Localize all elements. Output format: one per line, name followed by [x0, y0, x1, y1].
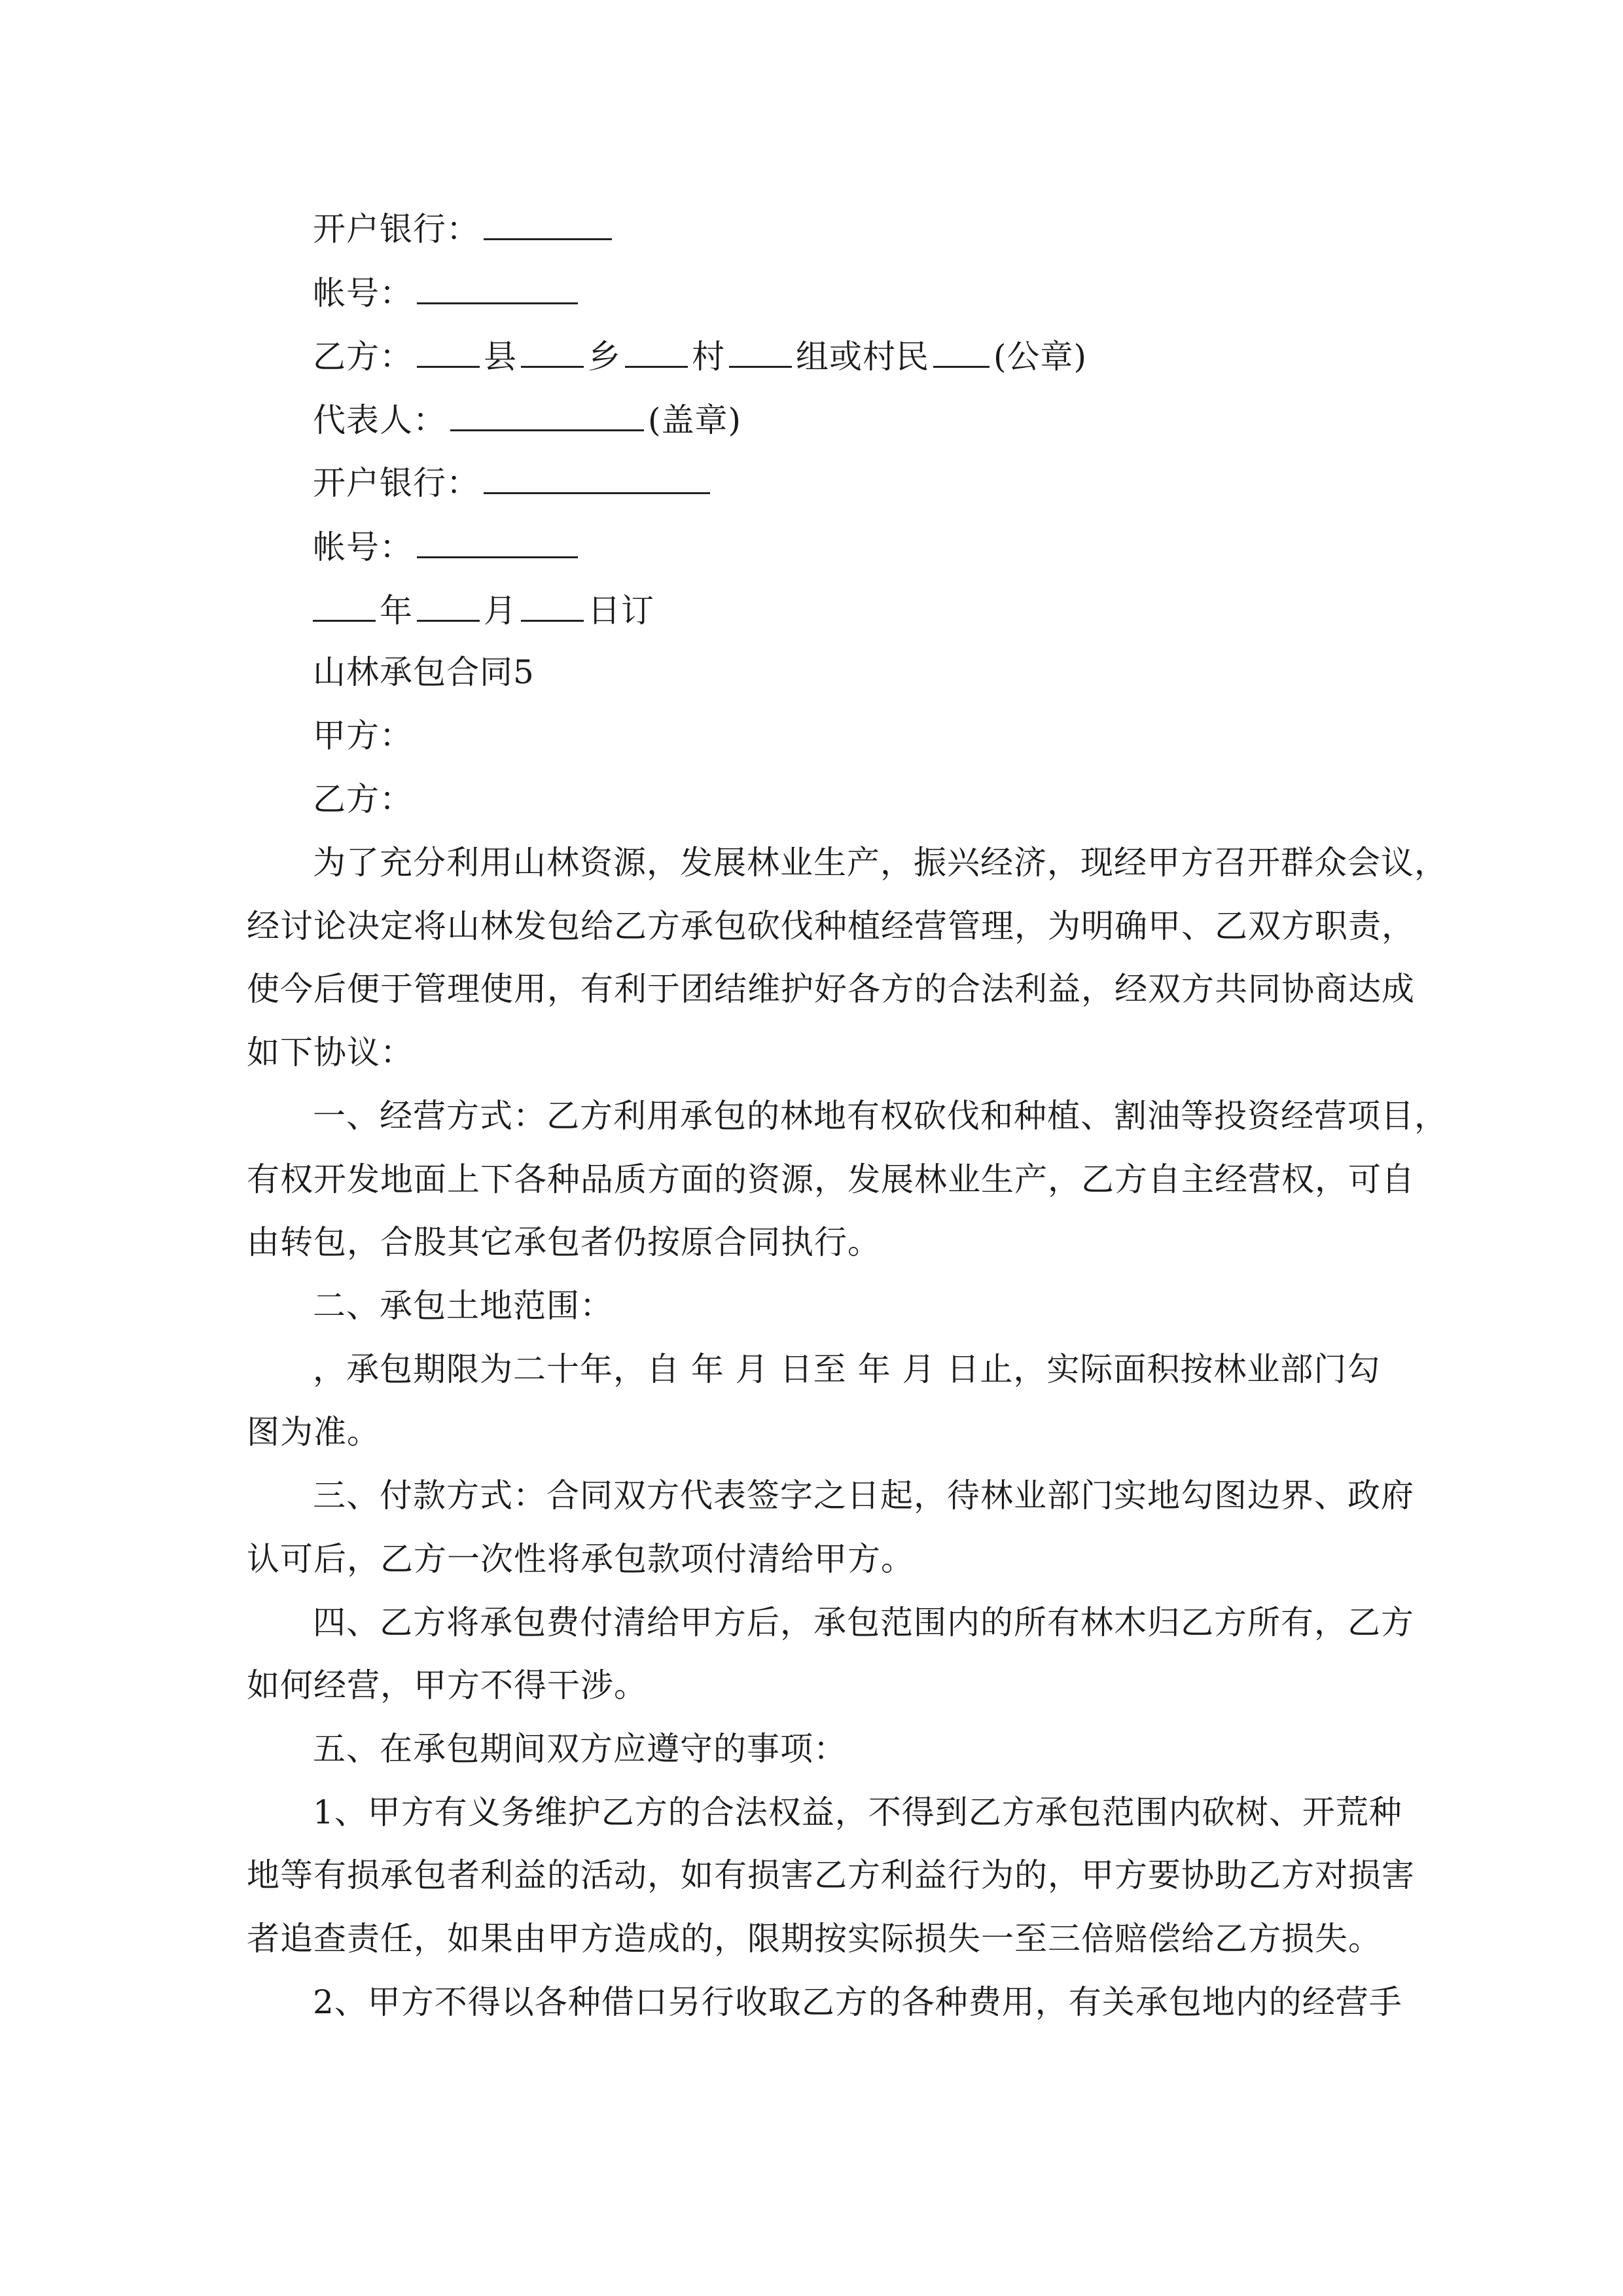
county-blank[interactable] [417, 336, 480, 368]
bank-label: 开户银行： [313, 210, 480, 248]
township-label: 乡 [588, 338, 621, 376]
account-label: 帐号： [313, 274, 413, 312]
clause-2-term-line-1: ，承包期限为二十年，自 年 月 日至 年 月 日止，实际面积按林业部门勾 [313, 1350, 1381, 1388]
contract-title: 山林承包合同5 [313, 653, 535, 691]
representative-blank[interactable] [450, 399, 644, 431]
official-seal-label: (公章) [993, 338, 1088, 376]
clause-1-line-1: 一、经营方式：乙方利用承包的林地有权砍伐和种植、割油等投资经营项目， [313, 1097, 1448, 1135]
intro-line-3: 使今后便于管理使用，有利于团结维护好各方的合法利益，经双方共同协商达成 [247, 970, 1415, 1008]
clause-4-line-2: 如何经营，甲方不得干涉。 [247, 1666, 647, 1704]
item-1-line-2: 地等有损承包者利益的活动，如有损害乙方利益行为的，甲方要协助乙方对损害 [247, 1856, 1415, 1894]
year-blank[interactable] [313, 590, 376, 622]
intro-line-1: 为了充分利用山林资源，发展林业生产，振兴经济，现经甲方召开群众会议， [313, 844, 1448, 882]
item-1-line-3: 者追查责任，如果由甲方造成的，限期按实际损失一至三倍赔偿给乙方损失。 [247, 1920, 1382, 1958]
month-label: 月 [484, 592, 517, 630]
date-line [313, 590, 654, 629]
bank-line-b [313, 462, 714, 501]
account-blank[interactable] [417, 526, 578, 558]
representative-line [313, 399, 741, 439]
group-or-villager-label: 组或村民 [796, 338, 929, 376]
villager-blank[interactable] [933, 336, 990, 368]
account-blank[interactable] [417, 272, 578, 304]
bank-blank[interactable] [484, 208, 612, 240]
account-line-b [313, 526, 582, 565]
clause-1-line-3: 由转包，合股其它承包者仍按原合同执行。 [247, 1223, 881, 1261]
clause-1-line-2: 有权开发地面上下各种品质方面的资源，发展林业生产，乙方自主经营权，可自 [247, 1160, 1415, 1198]
bank-label: 开户银行： [313, 464, 480, 502]
party-a-line: 甲方： [313, 717, 413, 755]
stamp-label: (盖章) [648, 401, 742, 439]
bank-blank[interactable] [484, 462, 710, 494]
clause-5-line-1: 五、在承包期间双方应遵守的事项： [313, 1730, 847, 1768]
intro-line-2: 经讨论决定将山林发包给乙方承包砍伐种植经营管理，为明确甲、乙双方职责， [247, 907, 1415, 945]
clause-4-line-1: 四、乙方将承包费付清给甲方后，承包范围内的所有林木归乙方所有，乙方 [313, 1604, 1414, 1641]
party-b-line: 乙方： [313, 780, 413, 818]
party-b-label: 乙方： [313, 338, 413, 376]
clause-3-line-1: 三、付款方式：合同双方代表签字之日起，待林业部门实地勾图边界、政府 [313, 1477, 1414, 1515]
party-b-address-line [313, 336, 1087, 375]
clause-2-line-1: 二、承包土地范围： [313, 1287, 613, 1325]
item-1-line-1: 1、甲方有义务维护乙方的合法权益，不得到乙方承包范围内砍树、开荒种 [313, 1793, 1402, 1831]
county-label: 县 [484, 338, 517, 376]
account-line-a [313, 272, 582, 312]
village-label: 村 [692, 338, 725, 376]
day-label: 日订 [588, 592, 654, 630]
representative-label: 代表人： [313, 401, 446, 439]
clause-3-line-2: 认可后，乙方一次性将承包款项付清给甲方。 [247, 1540, 914, 1578]
bank-line-a [313, 208, 616, 247]
group-blank[interactable] [729, 336, 792, 368]
clause-2-term-line-2: 图为准。 [247, 1413, 380, 1451]
township-blank[interactable] [521, 336, 584, 368]
intro-line-4: 如下协议： [247, 1033, 414, 1071]
village-blank[interactable] [625, 336, 688, 368]
month-blank[interactable] [417, 590, 480, 622]
day-blank[interactable] [521, 590, 584, 622]
account-label: 帐号： [313, 528, 413, 566]
item-2-line-1: 2、甲方不得以各种借口另行收取乙方的各种费用，有关承包地内的经营手 [313, 1983, 1402, 2021]
year-label: 年 [380, 592, 413, 630]
